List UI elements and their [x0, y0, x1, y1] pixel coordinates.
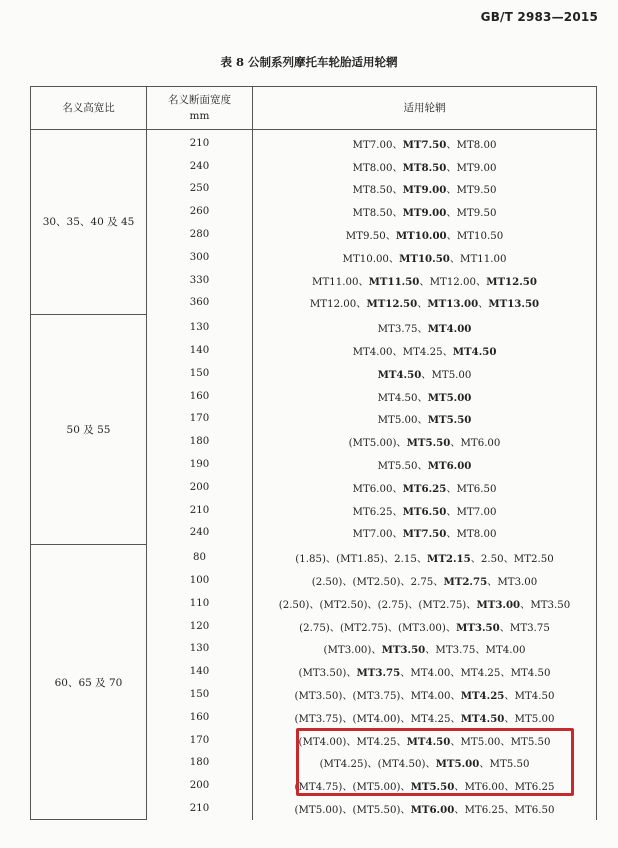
- ratio-cell: 30、35、40 及 45: [31, 130, 147, 315]
- table-caption: 表 8 公制系列摩托车轮胎适用轮辋: [220, 55, 398, 69]
- rim-text: 、MT4.50: [504, 691, 555, 703]
- rim-text: (MT3.00)、: [323, 645, 382, 657]
- width-cell: 280: [147, 223, 253, 246]
- header-width: [147, 87, 253, 130]
- rim-text: 、: [385, 231, 396, 243]
- width-cell: 130: [147, 638, 253, 661]
- width-cell: 210: [147, 797, 253, 820]
- width-cell: 180: [147, 752, 253, 775]
- rim-text: 、MT6.50: [446, 483, 497, 495]
- rim-text: (MT5.00)、(MT5.50)、: [294, 805, 411, 816]
- rims-cell: [253, 200, 597, 223]
- rim-text: 、: [388, 253, 400, 265]
- standard-code: GB/T 2983—2015: [480, 10, 598, 24]
- rim-preferred: MT7.50: [402, 138, 447, 151]
- rims-cell: [253, 430, 597, 453]
- rim-text: 、MT9.50: [446, 185, 497, 197]
- width-cell: 300: [147, 246, 253, 269]
- rims-cell: [253, 660, 597, 683]
- width-cell: 170: [147, 408, 253, 431]
- rim-text: 、: [392, 162, 403, 174]
- rim-preferred: MT6.00: [427, 460, 472, 473]
- width-cell: 110: [147, 592, 253, 615]
- rim-text: 、MT3.75: [499, 622, 550, 634]
- width-cell: 130: [147, 314, 253, 339]
- rims-cell: [253, 569, 597, 592]
- rim-text: 、: [358, 276, 369, 288]
- width-cell: 210: [147, 130, 253, 155]
- rim-text: 、MT3.00: [487, 577, 538, 589]
- rim-text: 、MT6.25、MT6.50: [454, 805, 555, 816]
- rim-text: MT12.00: [309, 299, 357, 311]
- rims-cell: [253, 544, 597, 569]
- rim-text: 、MT9.00: [446, 162, 497, 174]
- rim-text: 、MT11.00: [449, 253, 507, 265]
- table-body: [31, 130, 597, 820]
- rim-text: (MT3.50)、: [298, 668, 357, 680]
- width-cell: 360: [147, 292, 253, 315]
- rim-preferred: MT9.00: [402, 184, 447, 197]
- width-cell: 190: [147, 453, 253, 476]
- width-cell: 160: [147, 385, 253, 408]
- width-cell: 80: [147, 544, 253, 569]
- rim-preferred: MT2.15: [427, 553, 471, 566]
- rims-cell: [253, 706, 597, 729]
- rim-preferred: MT4.25: [460, 690, 505, 703]
- header-width-unit: mm: [189, 110, 210, 122]
- rim-text: MT4.50、: [377, 392, 428, 404]
- rim-text: 、MT3.75、MT4.00: [425, 645, 526, 657]
- rim-preferred: MT4.50: [452, 346, 497, 359]
- rim-table: [30, 86, 597, 820]
- rim-text: 、: [417, 324, 428, 336]
- table-row: [31, 130, 597, 155]
- rims-cell: [253, 130, 597, 155]
- width-cell: 170: [147, 729, 253, 752]
- rims-cell: [253, 292, 597, 315]
- rim-text: (2.75)、(MT2.75)、(MT3.00)、: [299, 622, 457, 634]
- width-cell: 200: [147, 476, 253, 499]
- width-cell: 140: [147, 339, 253, 362]
- header-width-label: 名义断面宽度: [168, 94, 231, 106]
- rim-preferred: MT6.50: [402, 505, 447, 518]
- rim-text: (2.50)、(MT2.50)、(2.75)、(MT2.75)、: [278, 599, 477, 611]
- rim-text: 、MT4.00、MT4.25、MT4.50: [400, 668, 551, 680]
- rim-text: 、2.50、MT2.50: [470, 554, 554, 566]
- rim-preferred: MT5.50: [410, 781, 455, 794]
- rim-text: MT6.25、: [352, 506, 403, 518]
- rim-text: MT7.00: [352, 139, 393, 151]
- rims-cell: [253, 615, 597, 638]
- rim-text: 、MT9.50: [446, 208, 497, 220]
- rim-text: MT10.00: [342, 253, 389, 265]
- rim-preferred: MT12.50: [366, 298, 418, 311]
- rims-cell: [253, 339, 597, 362]
- rim-preferred: MT3.00: [476, 598, 521, 611]
- rims-cell: [253, 638, 597, 661]
- rims-cell: [253, 178, 597, 201]
- table-row: [31, 314, 597, 339]
- rim-preferred: MT5.00: [427, 391, 472, 404]
- width-cell: 140: [147, 660, 253, 683]
- width-cell: 150: [147, 362, 253, 385]
- rims-cell: [253, 522, 597, 545]
- width-cell: 200: [147, 774, 253, 797]
- rim-text: 、: [478, 299, 489, 311]
- rim-text: (MT3.50)、(MT3.75)、MT4.00、: [294, 691, 461, 703]
- rim-preferred: MT13.00: [427, 298, 479, 311]
- rim-text: 、MT7.00: [446, 506, 497, 518]
- rim-text: 、MT5.50: [479, 759, 530, 771]
- table-header: [31, 87, 597, 130]
- rim-preferred: MT13.50: [488, 298, 540, 311]
- rims-cell: [253, 223, 597, 246]
- rim-preferred: MT5.50: [406, 437, 451, 450]
- header-ratio: 名义高宽比: [31, 87, 147, 130]
- rim-preferred: MT2.75: [443, 576, 488, 589]
- rim-preferred: MT3.50: [381, 644, 426, 657]
- rims-cell: [253, 362, 597, 385]
- rim-text: MT6.00、: [352, 483, 403, 495]
- rim-preferred: MT3.75: [356, 667, 401, 680]
- rim-text: MT8.50: [352, 185, 393, 197]
- ratio-cell: 50 及 55: [31, 314, 147, 544]
- rim-preferred: MT4.50: [406, 735, 451, 748]
- rim-preferred: MT4.50: [377, 368, 422, 381]
- width-cell: 160: [147, 706, 253, 729]
- rim-text: 、MT3.50: [520, 599, 571, 611]
- width-cell: 330: [147, 269, 253, 292]
- table-row: [31, 544, 597, 569]
- rim-text: MT8.50: [352, 208, 393, 220]
- rims-cell: [253, 408, 597, 431]
- rim-text: (MT3.75)、(MT4.00)、MT4.25、: [294, 713, 461, 725]
- rim-preferred: MT10.00: [395, 230, 447, 243]
- rims-cell: [253, 246, 597, 269]
- width-cell: 210: [147, 499, 253, 522]
- width-cell: 240: [147, 155, 253, 178]
- ratio-cell: 60、65 及 70: [31, 544, 147, 820]
- rim-text: (1.85)、(MT1.85)、2.15、: [295, 554, 428, 566]
- rim-text: 、MT12.00、: [419, 276, 487, 288]
- width-cell: 260: [147, 200, 253, 223]
- rim-text: 、MT6.00、MT6.25: [454, 782, 555, 794]
- rim-preferred: MT5.00: [435, 758, 480, 771]
- width-cell: 180: [147, 430, 253, 453]
- rim-text: 、: [392, 185, 403, 197]
- rim-preferred: MT6.00: [410, 804, 455, 816]
- rim-text: 、MT5.00: [504, 713, 555, 725]
- rim-preferred: MT10.50: [399, 252, 450, 265]
- rim-preferred: MT11.50: [368, 275, 420, 288]
- rim-text: MT11.00: [312, 276, 359, 288]
- rims-cell: [253, 385, 597, 408]
- rim-preferred: MT7.50: [402, 528, 447, 541]
- rims-cell: [253, 155, 597, 178]
- rim-preferred: MT4.50: [460, 712, 505, 725]
- rims-cell: [253, 476, 597, 499]
- rim-text: MT4.00、MT4.25、: [352, 347, 453, 359]
- rim-text: 、: [392, 208, 403, 220]
- rim-text: 、MT10.50: [446, 231, 504, 243]
- rim-text: MT5.50、: [377, 461, 428, 473]
- rim-text: (2.50)、(MT2.50)、2.75、: [311, 577, 444, 589]
- rims-cell: [253, 269, 597, 292]
- rim-preferred: MT12.50: [486, 275, 537, 288]
- rim-preferred: MT9.00: [402, 207, 447, 220]
- rim-preferred: MT3.50: [456, 621, 500, 634]
- width-cell: 250: [147, 178, 253, 201]
- rims-cell: [253, 314, 597, 339]
- rim-text: MT3.75: [377, 324, 418, 336]
- rim-text: 、MT8.00: [446, 139, 497, 151]
- width-cell: 150: [147, 683, 253, 706]
- width-cell: 240: [147, 522, 253, 545]
- rim-text: 、: [392, 139, 403, 151]
- rim-preferred: MT5.50: [427, 414, 472, 427]
- rims-cell: [253, 499, 597, 522]
- rim-text: (MT4.25)、(MT4.50)、: [319, 759, 436, 771]
- rims-cell: [253, 592, 597, 615]
- rim-text: 、: [417, 299, 428, 311]
- rim-text: 、MT8.00: [446, 529, 497, 541]
- rim-preferred: MT6.25: [402, 482, 447, 495]
- rim-text: (MT4.00)、MT4.25、: [298, 736, 407, 748]
- highlight-box: [296, 728, 574, 796]
- width-cell: 120: [147, 615, 253, 638]
- rim-text: MT7.00、: [352, 529, 403, 541]
- rims-cell: [253, 453, 597, 476]
- rim-text: (MT5.00)、: [348, 438, 407, 450]
- rim-text: 、: [356, 299, 367, 311]
- rims-cell: [253, 797, 597, 820]
- rim-text: (MT4.75)、(MT5.00)、: [294, 782, 411, 794]
- rim-text: 、MT6.00: [450, 438, 501, 450]
- rims-cell: [253, 683, 597, 706]
- width-cell: 100: [147, 569, 253, 592]
- rim-text: 、MT5.00、MT5.50: [450, 736, 551, 748]
- rim-text: 、MT5.00: [421, 369, 472, 381]
- rim-text: MT5.00、: [377, 415, 428, 427]
- rim-preferred: MT4.00: [427, 323, 472, 336]
- rim-text: MT8.00: [352, 162, 393, 174]
- rim-preferred: MT8.50: [402, 161, 447, 174]
- rim-text: MT9.50: [345, 231, 386, 243]
- header-rims: 适用轮辋: [253, 87, 597, 130]
